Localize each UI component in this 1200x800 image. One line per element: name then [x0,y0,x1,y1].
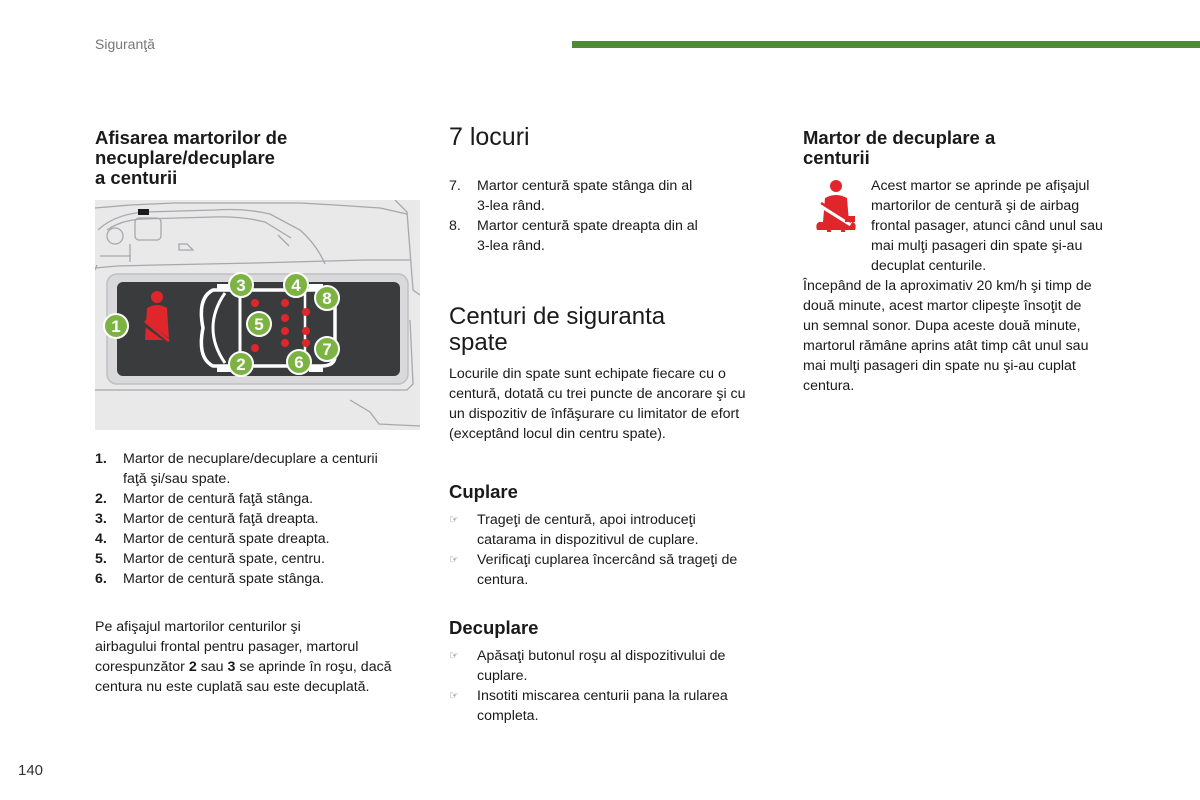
warning-row [803,176,1133,276]
list-item: 2. Martor de centură faţă stânga. [95,491,314,507]
section-label: Siguranţă [95,36,155,52]
badge-8 [315,286,339,310]
badge-2-label: 2 [236,355,246,374]
badge-6 [287,350,311,374]
page-number: 140 [18,762,44,779]
section-title-rear-belts: Centuri de siguranta spate [449,303,666,356]
list-item: 7. Martor centură spate stânga din al 3-lea rând. [449,178,693,214]
left-column [95,128,425,188]
badge-7-label: 7 [322,340,332,359]
badge-7 [315,337,339,361]
hand-pointer-icon: ☞ [449,514,459,526]
list-item: 6. Martor de centură spate stânga. [95,571,325,587]
middle-numbered-list [449,176,779,256]
badge-6-label: 6 [294,353,304,372]
list-item: ☞ Apăsaţi butonul roşu al dispozitivului de cuplare. [449,648,726,684]
badge-1-label: 1 [111,317,121,336]
badge-3 [229,273,253,297]
right-column [803,128,1133,396]
badge-8-label: 8 [322,289,332,308]
left-paragraph: Pe afişajul martorilor centurilor şi airbagului frontal pentru pasager, martorul corespunzător 2 sau 3 se aprinde în roşu, dacă centura nu este cuplată sau este decuplată. [95,619,392,695]
header-accent-bar [572,41,1200,48]
display-indicator [138,209,149,215]
rear-belts-text: Locurile din spate sunt echipate fiecare cu o centură, dotată cu trei puncte de ancorare şi cu un dispozitiv de înfăşurare cu limitator de efort (exceptând locul din centru spate). [449,366,746,442]
list-item: ☞ Insotiti miscarea centurii pana la rularea completa. [449,688,728,724]
badge-5-label: 5 [254,315,264,334]
middle-column [449,124,779,726]
hand-pointer-icon: ☞ [449,554,459,566]
section-title-decuplare: Decuplare [449,617,539,638]
badge-4 [284,273,308,297]
warning-icon-cell [803,176,871,276]
hand-pointer-icon: ☞ [449,650,459,662]
list-item: 3. Martor de centură faţă dreapta. [95,511,319,527]
hand-pointer-icon: ☞ [449,690,459,702]
left-list-block [95,449,425,697]
seatbelt-display-illustration [95,200,420,430]
list-item: 8. Martor centură spate dreapta din al 3-lea rând. [449,218,698,254]
seatbelt-warning-icon [809,178,859,234]
badge-3-label: 3 [236,276,246,295]
warning-text: Acest martor se aprinde pe afişajul martorilor de centură şi de airbag frontal pasager, atunci când unul sau mai mulţi pasageri din spate şi-au decuplat centurile. [871,178,1103,274]
section-title-cuplare: Cuplare [449,481,518,502]
list-item: 5. Martor de centură spate, centru. [95,551,325,567]
list-item: ☞ Trageţi de centură, apoi introduceţi catarama in dispozitivul de cuplare. [449,512,699,548]
right-paragraph: Începând de la aproximativ 20 km/h şi timp de două minute, acest martor clipeşte însoţit de un semnal sonor. Dupa aceste două minute, martorul rămâne aprins atât timp cât unul sau mai mulţi pasageri din spate nu şi-au cuplat centura. [803,278,1092,394]
left-numbered-list [95,449,425,589]
list-item: 4. Martor de centură spate dreapta. [95,531,330,547]
left-title: Afisarea martorilor de necuplare/decuplare a centurii [95,127,288,188]
list-item: ☞ Verificaţi cuplarea încercând să trageţi de centura. [449,552,738,588]
list-item: 1. Martor de necuplare/decuplare a centurii faţă şi/sau spate. [95,451,378,487]
cuplare-list [449,510,779,590]
right-title: Martor de decuplare a centurii [803,127,996,168]
middle-title: 7 locuri [449,123,530,151]
decuplare-list [449,646,779,726]
badge-5 [247,312,271,336]
badge-1 [104,314,128,338]
badge-4-label: 4 [291,276,301,295]
badge-2 [229,352,253,376]
